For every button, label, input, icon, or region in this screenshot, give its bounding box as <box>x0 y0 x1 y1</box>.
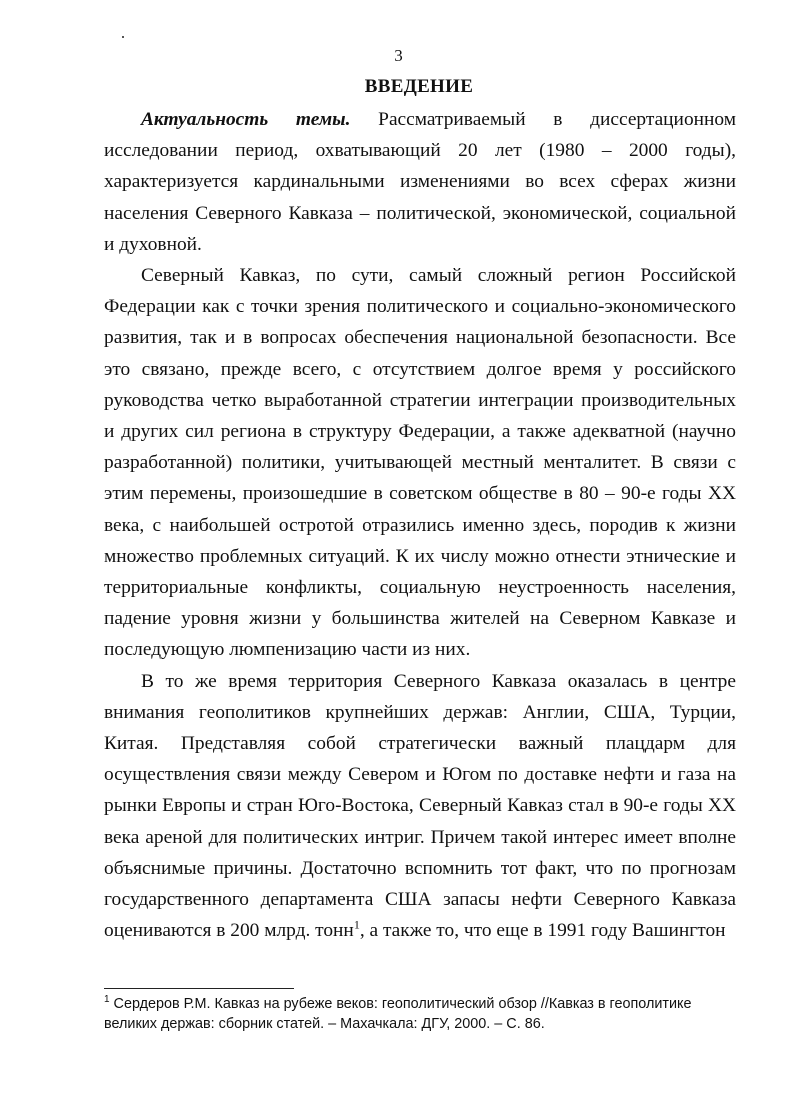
paragraph-north-caucasus <box>104 260 736 666</box>
paragraph-text: Рассматриваемый в диссертационном исследовании период, охватывающий 20 лет (1980 – 2000 годы), характеризуется кардинальными изменениями во всех сферах жизни населения Северного Кавказа – политической, экономической, социальной и духовной. <box>104 109 736 255</box>
footnote-marker: 1 <box>104 994 110 1006</box>
footnote-reference[interactable]: 1 <box>353 917 360 932</box>
paragraph-geopolitics <box>104 666 736 947</box>
body-text <box>104 104 736 946</box>
paragraph-text: Северный Кавказ, по сути, самый сложный регион Российской Федерации как с точки зрения политического и социально-экономического развития, так и в вопросах обеспечения национальной безопасности. Все это связано, прежде всего, с отсутствием долгое время у российского руководства четко выработанной стратегии интеграции производительных и других сил региона в структуру Федерации, а также адекватной (научно разработанной) политики, учитывающей местный менталитет. В связи с этим перемены, произошедшие в советском обществе в 80 – 90-е годы XX века, с наибольшей остротой отразились именно здесь, породив к жизни множество проблемных ситуаций. К их числу можно отнести этнические и территориальные конфликты, социальную неустроенность населения, падение уровня жизни у большинства жителей на Северном Кавказе и последующую люмпенизацию части из них. <box>104 265 736 661</box>
relevance-lead: Актуальность темы. <box>141 109 351 130</box>
page-number: 3 <box>394 46 403 65</box>
paragraph-text: , а также то, что еще в 1991 году Вашингтон <box>359 920 726 942</box>
footnote-text: Сердеров Р.М. Кавказ на рубеже веков: геополитический обзор //Кавказ в геополитике великих держав: сборник статей. – Махачкала: ДГУ, 2000. – С. 86. <box>104 996 692 1032</box>
section-heading: ВВЕДЕНИЕ <box>364 76 474 97</box>
footnote-divider <box>104 988 294 989</box>
paragraph-relevance <box>104 104 736 260</box>
footnote <box>104 994 744 1034</box>
scan-speck <box>122 36 124 38</box>
paragraph-text: В то же время территория Северного Кавказа оказалась в центре внимания геополитиков крупнейших держав: Англии, США, Турции, Китая. Представляя собой стратегически важный плацдарм для осуществления связи между Севером и Югом по доставке нефти и газа на рынки Европы и стран Юго-Востока, Северный Кавказ стал в 90-е годы XX века ареной для политических интриг. Причем такой интерес имеет вполне объяснимые причины. Достаточно вспомнить тот факт, что по прогнозам государственного департамента США запасы нефти Северного Кавказа оцениваются в 200 млрд. тонн <box>104 670 736 942</box>
